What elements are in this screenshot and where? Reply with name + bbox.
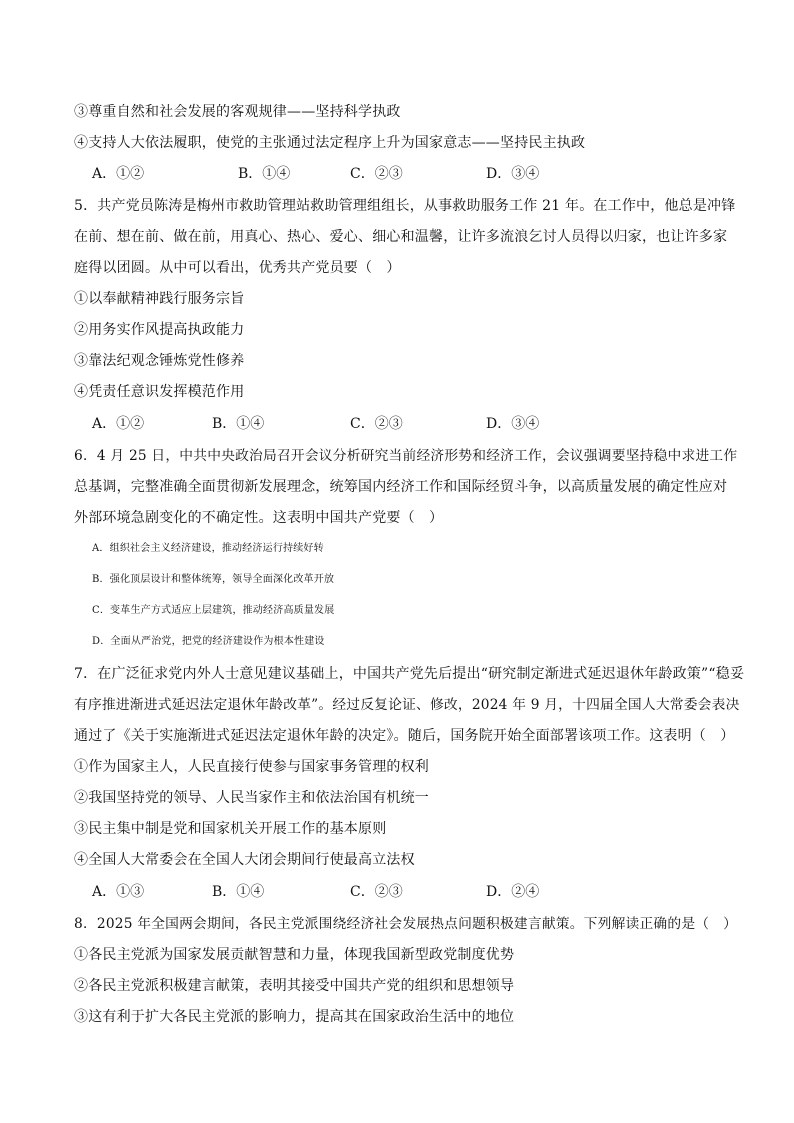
q8-statement: ③这有利于扩大各民主党派的影响力，提高其在国家政治生活中的地位 <box>74 1009 515 1025</box>
q7-stem: 有序推进渐进式延迟法定退休年龄改革”。经过反复论证、修改，2024 年 9 月，十四届全国人大常委会表决 <box>74 697 740 713</box>
q5-statement: ②用务实作风提高执政能力 <box>74 322 245 338</box>
statement: ④支持人大依法履职，使党的主张通过法定程序上升为国家意志——坚持民主执政 <box>74 135 586 151</box>
q6-option-d: D．全面从严治党，把党的经济建设作为根本性建设 <box>92 636 325 647</box>
q7-statement: ③民主集中制是党和国家机关开展工作的基本原则 <box>74 821 387 837</box>
q7-option-d: D．②④ <box>486 884 540 900</box>
statement: ③尊重自然和社会发展的客观规律——坚持科学执政 <box>74 104 401 120</box>
q5-option-b: B．①④ <box>212 416 265 432</box>
q5-option-c: C．②③ <box>350 416 403 432</box>
q7-stem: 7．在广泛征求党内外人士意见建议基础上，中国共产党先后提出“研究制定渐进式延迟退休年龄政策”“稳妥 <box>74 666 745 682</box>
option-d: D．③④ <box>486 166 540 182</box>
q6-stem: 外部环境急剧变化的不确定性。这表明中国共产党要（ ） <box>74 510 444 526</box>
q8-statement: ②各民主党派积极建言献策，表明其接受中国共产党的组织和思想领导 <box>74 978 515 994</box>
q7-statement: ②我国坚持党的领导、人民当家作主和依法治国有机统一 <box>74 790 429 806</box>
q7-option-c: C．②③ <box>350 884 403 900</box>
q5-stem: 庭得以团圆。从中可以看出，优秀共产党员要（ ） <box>74 260 401 276</box>
q5-stem: 在前、想在前、做在前，用真心、热心、爱心、细心和温馨，让许多流浪乞讨人员得以归家，也让许多家 <box>74 229 728 245</box>
option-a: A．①② <box>92 166 145 182</box>
q6-stem: 总基调，完整准确全面贯彻新发展理念，统筹国内经济工作和国际经贸斗争，以高质量发展的确定性应对 <box>74 479 728 495</box>
q5-statement: ③靠法纪观念锤炼党性修养 <box>74 353 245 369</box>
q7-statement: ①作为国家主人，人民直接行使参与国家事务管理的权利 <box>74 759 429 775</box>
q5-option-a: A．①② <box>92 416 145 432</box>
q5-stem: 5．共产党员陈涛是梅州市救助管理站救助管理组组长，从事救助服务工作 21 年。在工作中，他总是冲锋 <box>74 198 736 214</box>
q6-option-a: A．组织社会主义经济建设，推动经济运行持续好转 <box>92 543 324 554</box>
q8-statement: ①各民主党派为国家发展贡献智慧和力量，体现我国新型政党制度优势 <box>74 947 515 963</box>
q5-statement: ④凭责任意识发挥模范作用 <box>74 384 245 400</box>
q7-option-a: A．①③ <box>92 884 145 900</box>
q8-stem: 8．2025 年全国两会期间，各民主党派围绕经济社会发展热点问题积极建言献策。下列解读正确的是（ ） <box>74 916 738 932</box>
q6-option-b: B．强化顶层设计和整体统筹，领导全面深化改革开放 <box>92 574 335 585</box>
option-b: B．①④ <box>238 166 291 182</box>
q7-option-b: B．①④ <box>212 884 265 900</box>
option-c: C．②③ <box>350 166 403 182</box>
q5-statement: ①以奉献精神践行服务宗旨 <box>74 291 245 307</box>
q6-option-c: C．变革生产方式适应上层建筑，推动经济高质量发展 <box>92 605 335 616</box>
q7-statement: ④全国人大常委会在全国人大闭会期间行使最高立法权 <box>74 852 415 868</box>
q5-option-d: D．③④ <box>486 416 540 432</box>
q6-stem: 6．4 月 25 日，中共中央政治局召开会议分析研究当前经济形势和经济工作，会议强调要坚持稳中求进工作 <box>74 448 738 464</box>
q7-stem: 通过了《关于实施渐进式延迟法定退休年龄的决定》。随后，国务院开始全面部署该项工作。这表明（ ） <box>74 728 735 744</box>
